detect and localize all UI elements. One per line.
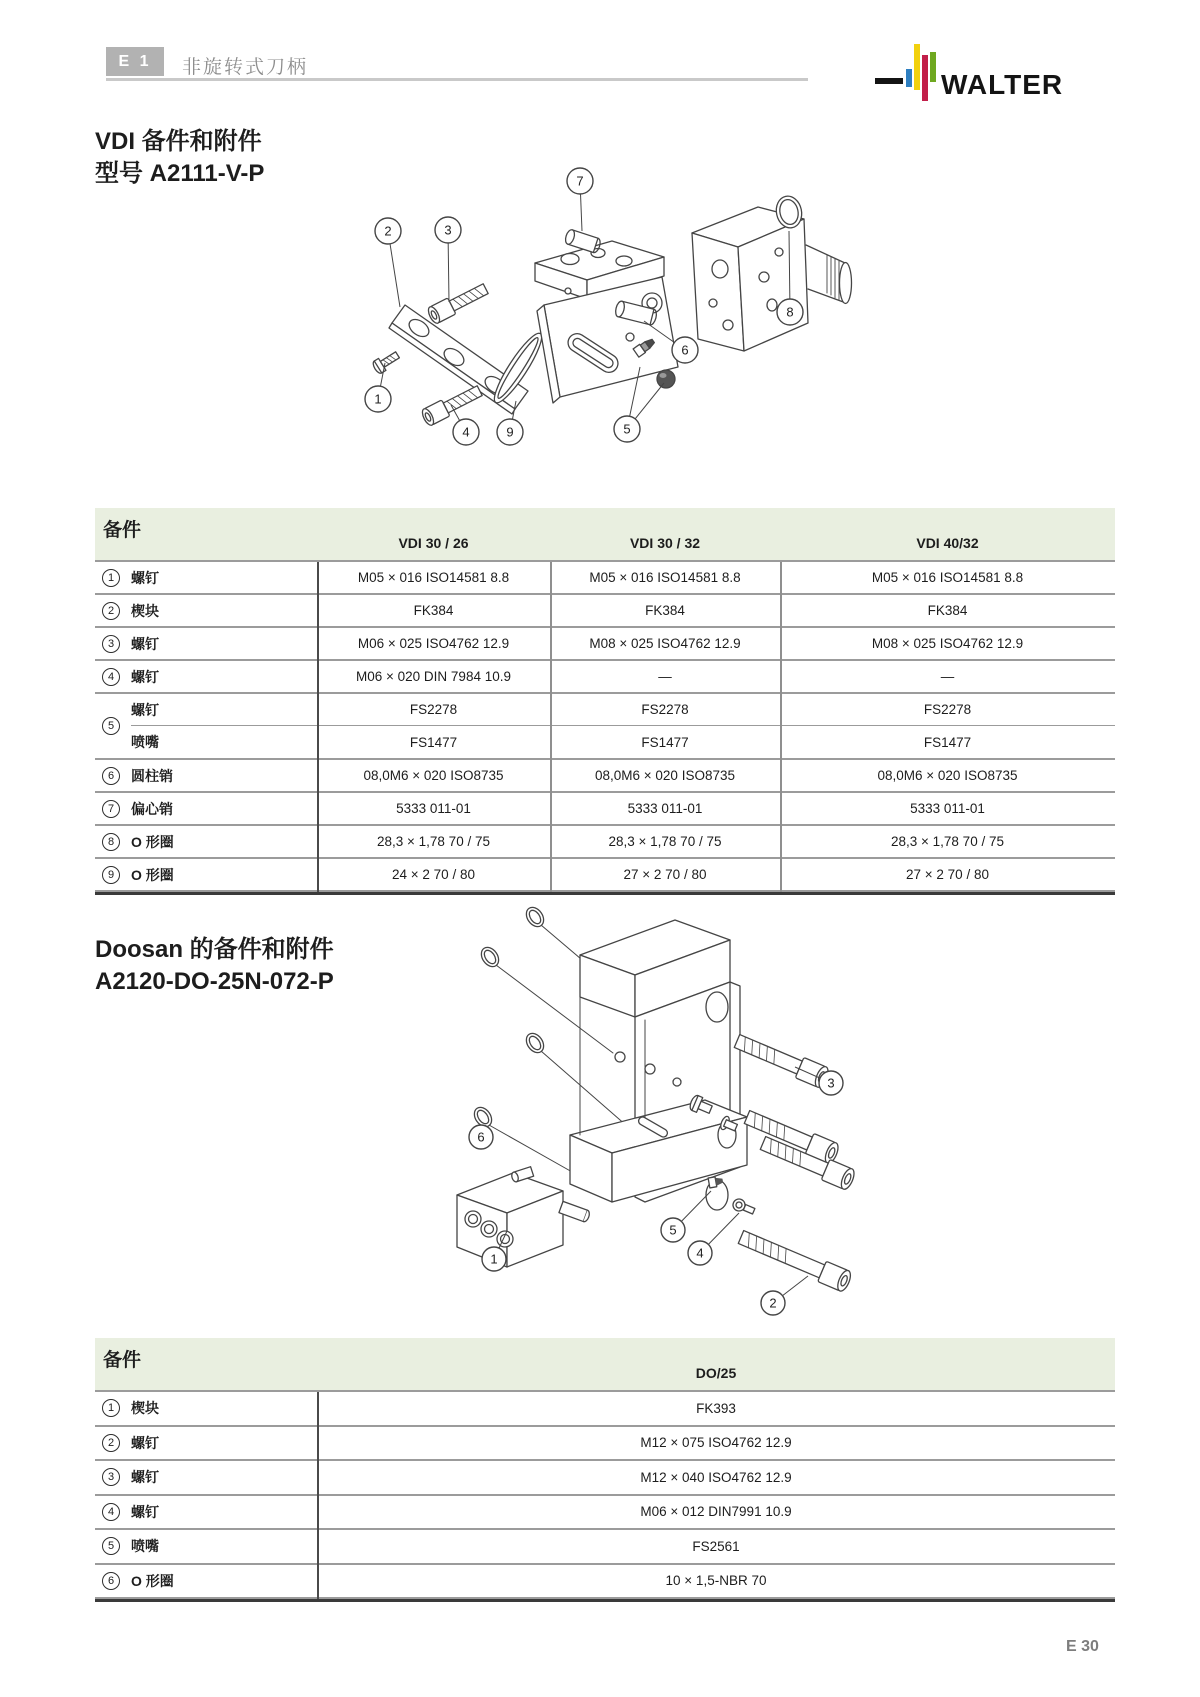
row-value: FS1477 <box>409 734 458 750</box>
callout-label-8: 8 <box>786 304 794 320</box>
row-value: M08 × 025 ISO4762 12.9 <box>871 636 1024 651</box>
row-value: M12 × 075 ISO4762 12.9 <box>640 1435 792 1451</box>
row-number: 9 <box>102 866 120 884</box>
callout-label-4: 4 <box>696 1245 704 1261</box>
row-number: 1 <box>102 569 120 587</box>
callout-label-1: 1 <box>374 391 382 407</box>
exploded-diagram-vdi <box>330 155 860 465</box>
header-rule <box>106 78 808 81</box>
row-number: 6 <box>102 767 120 785</box>
parts-table-doosan <box>95 1338 1115 1602</box>
row-label: O 形圈 <box>131 1572 174 1589</box>
table-row <box>95 1461 1115 1496</box>
row-value: M08 × 025 ISO4762 12.9 <box>589 636 741 651</box>
logo-bar-yellow <box>914 44 920 90</box>
table-row <box>95 595 1115 628</box>
row-label: 楔块 <box>131 602 159 619</box>
section-title-doosan <box>95 934 334 998</box>
row-label: 螺钉 <box>131 569 159 586</box>
callout-label-3: 3 <box>444 222 452 238</box>
table-header-band <box>95 1338 1115 1390</box>
row-label: 圆柱销 <box>131 767 173 784</box>
row-value: FS2561 <box>692 1538 740 1554</box>
row-label: O 形圈 <box>131 833 174 850</box>
parts-table-vdi <box>95 508 1115 895</box>
section-title-doosan-line2: A2120-DO-25N-072-P <box>95 968 334 995</box>
callout-label-7: 7 <box>576 173 584 189</box>
row-number-cell <box>95 694 131 758</box>
table-row <box>95 760 1115 793</box>
row-value: — <box>940 669 955 684</box>
row-number-cell <box>95 661 131 692</box>
row-label: 螺钉 <box>131 701 159 718</box>
callout-label-4: 4 <box>462 424 470 440</box>
row-value: M06 × 020 DIN 7984 10.9 <box>356 669 511 684</box>
section-title-vdi-line1: VDI 备件和附件 <box>95 128 262 155</box>
row-value: M06 × 025 ISO4762 12.9 <box>357 636 510 651</box>
row-value: FK384 <box>413 603 454 618</box>
row-number-cell <box>95 760 131 791</box>
row-value: 08,0M6 × 020 ISO8735 <box>363 768 504 783</box>
table-corner-label: 备件 <box>103 1350 142 1371</box>
row-label: 螺钉 <box>131 1469 159 1486</box>
section-title-vdi-line2: 型号 A2111-V-P <box>95 160 265 187</box>
row-label: 喷嘴 <box>131 734 159 750</box>
row-value: 10 × 1,5-NBR 70 <box>665 1573 767 1589</box>
row-number-cell <box>95 826 131 857</box>
table-row <box>95 628 1115 661</box>
row-value: FS1477 <box>641 734 689 750</box>
callout-label-5: 5 <box>669 1222 677 1238</box>
table-header-band <box>95 508 1115 560</box>
row-label: 楔块 <box>131 1400 159 1417</box>
table-row <box>95 562 1115 595</box>
row-value: 28,3 × 1,78 70 / 75 <box>608 834 722 849</box>
row-number: 4 <box>102 1503 120 1521</box>
chapter-title: 非旋转式刀柄 <box>182 57 309 78</box>
row-value: FS1477 <box>923 734 972 750</box>
column-header: DO/25 <box>695 1365 737 1381</box>
table-subrow <box>131 726 1115 758</box>
table-row <box>95 826 1115 859</box>
callout-label-9: 9 <box>506 424 514 440</box>
row-value: 27 × 2 70 / 80 <box>623 867 707 882</box>
section-title-vdi <box>95 126 264 190</box>
callout-label-5: 5 <box>623 421 631 437</box>
table-row <box>95 1392 1115 1427</box>
row-label: 螺钉 <box>131 1503 159 1520</box>
row-number-cell <box>95 1392 131 1425</box>
row-value: 27 × 2 70 / 80 <box>906 867 989 882</box>
table-row <box>95 859 1115 892</box>
row-number: 2 <box>102 1434 120 1452</box>
callout-label-1: 1 <box>490 1251 498 1267</box>
section-title-doosan-line1: Doosan 的备件和附件 <box>95 936 334 963</box>
row-number: 5 <box>102 1537 120 1555</box>
table-row <box>95 661 1115 694</box>
row-value: 5333 011-01 <box>910 801 985 816</box>
row-number: 8 <box>102 833 120 851</box>
row-value: M06 × 012 DIN7991 10.9 <box>640 1504 792 1520</box>
callout-label-2: 2 <box>384 223 392 239</box>
table-corner-label: 备件 <box>103 520 142 541</box>
table-row <box>95 1427 1115 1462</box>
row-value: — <box>658 669 672 684</box>
table-row <box>95 1496 1115 1531</box>
row-value: M05 × 016 ISO14581 8.8 <box>589 570 741 585</box>
row-number-cell <box>95 1461 131 1494</box>
row-value: 28,3 × 1,78 70 / 75 <box>377 834 490 849</box>
row-number: 4 <box>102 668 120 686</box>
row-number-cell <box>95 562 131 593</box>
row-value: 24 × 2 70 / 80 <box>392 867 475 882</box>
row-value: 08,0M6 × 020 ISO8735 <box>877 768 1018 783</box>
row-value: FK393 <box>696 1400 736 1416</box>
logo-dash <box>875 78 903 84</box>
table-body <box>95 1390 1115 1602</box>
callout-label-3: 3 <box>827 1075 835 1091</box>
row-number: 5 <box>102 717 120 735</box>
table-column-divider <box>317 562 319 892</box>
logo-bar-red <box>922 55 928 101</box>
row-number-cell <box>95 1565 131 1598</box>
row-number: 7 <box>102 800 120 818</box>
callout-label-6: 6 <box>477 1129 485 1145</box>
row-value: FS2278 <box>409 702 458 717</box>
row-number-cell <box>95 859 131 890</box>
row-number-cell <box>95 595 131 626</box>
row-value: FS2278 <box>923 702 972 717</box>
callout-label-6: 6 <box>681 342 689 358</box>
chapter-badge: E 1 <box>106 47 164 76</box>
table-row <box>95 793 1115 826</box>
row-number: 2 <box>102 602 120 620</box>
row-label: 螺钉 <box>131 635 159 652</box>
row-number-cell <box>95 1496 131 1529</box>
row-number-cell <box>95 793 131 824</box>
logo-bar-blue <box>906 69 912 87</box>
row-number-cell <box>95 628 131 659</box>
table-column-divider <box>780 562 782 892</box>
row-label: 偏心销 <box>131 800 173 817</box>
table-row <box>95 694 1115 760</box>
row-value: M12 × 040 ISO4762 12.9 <box>640 1469 792 1485</box>
column-header: VDI 30 / 26 <box>398 535 469 551</box>
logo-bar-green <box>930 52 936 82</box>
column-header: VDI 30 / 32 <box>629 535 701 551</box>
row-number: 6 <box>102 1572 120 1590</box>
row-value: 5333 011-01 <box>627 801 703 816</box>
row-value: M05 × 016 ISO14581 8.8 <box>871 570 1024 585</box>
table-body <box>95 560 1115 895</box>
row-label: 喷嘴 <box>131 1538 159 1555</box>
page-number: E 30 <box>1066 1638 1099 1655</box>
row-value: FK384 <box>645 603 685 618</box>
column-header: VDI 40/32 <box>916 535 979 551</box>
walter-logo <box>870 42 1090 104</box>
row-number: 1 <box>102 1399 120 1417</box>
row-label: O 形圈 <box>131 866 174 883</box>
row-number: 3 <box>102 1468 120 1486</box>
logo-wordmark: WALTER <box>941 69 1064 100</box>
table-row <box>95 1565 1115 1600</box>
row-number: 3 <box>102 635 120 653</box>
row-label: 螺钉 <box>131 668 159 685</box>
exploded-diagram-doosan <box>395 895 915 1325</box>
table-column-divider <box>317 1392 319 1599</box>
table-column-divider <box>550 562 552 892</box>
row-number-cell <box>95 1427 131 1460</box>
row-value: 08,0M6 × 020 ISO8735 <box>595 768 735 783</box>
row-value: 28,3 × 1,78 70 / 75 <box>891 834 1004 849</box>
table-subrow <box>131 694 1115 726</box>
row-value: 5333 011-01 <box>396 801 471 816</box>
callout-label-2: 2 <box>769 1295 777 1311</box>
table-row <box>95 1530 1115 1565</box>
row-group <box>131 694 1115 758</box>
row-label: 螺钉 <box>131 1434 159 1451</box>
row-value: M05 × 016 ISO14581 8.8 <box>357 570 510 585</box>
row-value: FK384 <box>927 603 968 618</box>
row-number-cell <box>95 1530 131 1563</box>
row-value: FS2278 <box>641 702 689 717</box>
